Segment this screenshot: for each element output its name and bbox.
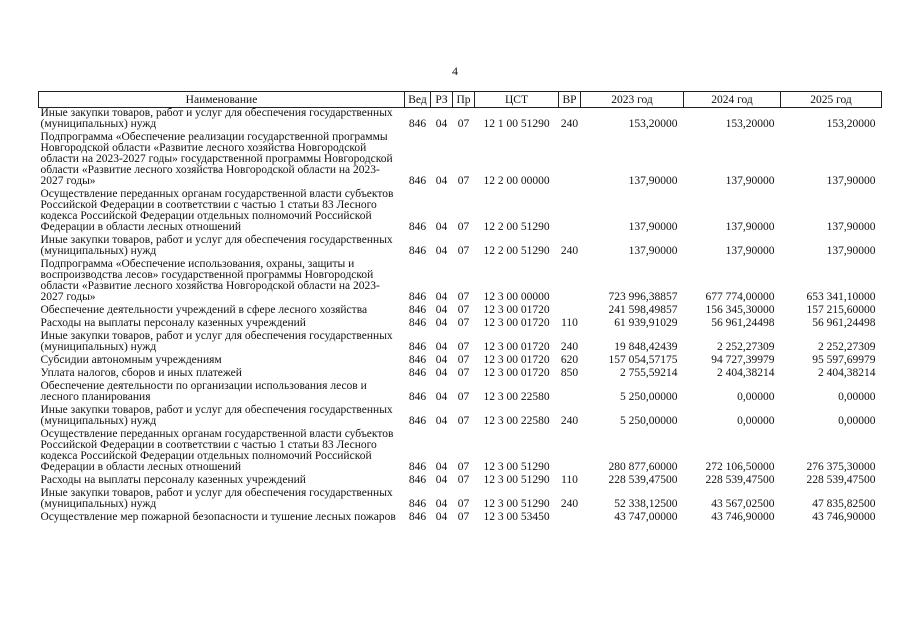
- cell-cst: 12 3 00 22580: [483, 415, 550, 427]
- cell-2023: 5 250,00000: [620, 391, 678, 403]
- cell-rz: 04: [435, 354, 448, 366]
- cell-2025: 56 961,24498: [812, 317, 876, 329]
- cell-vr: [559, 429, 581, 475]
- cell-vr: 620: [560, 354, 579, 366]
- cell-pr: 07: [457, 498, 470, 510]
- cell-rz: 04: [435, 498, 448, 510]
- cell-ved: 846: [408, 474, 427, 486]
- cell-cst: 12 3 00 01720: [483, 304, 550, 316]
- cell-2025: 653 341,10000: [806, 291, 876, 303]
- cell-cst: 12 3 00 51290: [483, 474, 550, 486]
- cell-name: Подпрограмма «Обеспечение реализации государственной программы Новгородской области «Развитие лесного хозяйства Новгородской области на 2023-2027 годы» государственной программы Новгородской области «Развитие лесного хозяйства Новгородской области на 2023-2027 годы»: [40, 131, 393, 187]
- cell-name: Подпрограмма «Обеспечение использования, охраны, защиты и воспроизводства лесов» государственной программы Новгородской области «Развитие лесного хозяйства Новгородской области на 2023-2027 годы»: [40, 258, 380, 303]
- cell-rz: 04: [435, 175, 448, 187]
- cell-rz: 04: [435, 415, 448, 427]
- header-cst: ЦСТ: [475, 92, 559, 108]
- cell-rz: 04: [435, 341, 448, 353]
- cell-pr: 07: [457, 461, 470, 473]
- table-row: [39, 108, 882, 133]
- cell-vr: [559, 259, 581, 305]
- header-name: Наименование: [39, 92, 405, 108]
- cell-2023: 61 939,91029: [614, 317, 678, 329]
- cell-vr: [559, 512, 581, 525]
- cell-2025: 2 404,38214: [818, 367, 876, 379]
- cell-2025: 0,00000: [838, 415, 876, 427]
- cell-2024: 0,00000: [737, 415, 775, 427]
- cell-ved: 846: [408, 391, 427, 403]
- cell-2024: 677 774,00000: [705, 291, 775, 303]
- cell-2023: 2 755,59214: [620, 367, 678, 379]
- cell-cst: 12 3 00 01720: [483, 367, 550, 379]
- cell-2023: 157 054,57175: [608, 354, 678, 366]
- cell-ved: 846: [408, 291, 427, 303]
- cell-cst: 12 3 00 00000: [483, 291, 550, 303]
- cell-ved: 846: [408, 354, 427, 366]
- cell-ved: 846: [408, 175, 427, 187]
- cell-ved: 846: [408, 498, 427, 510]
- cell-2025: 137,90000: [826, 221, 876, 233]
- cell-2024: 156 345,30000: [705, 304, 775, 316]
- cell-2024: 2 252,27309: [717, 341, 775, 353]
- cell-ved: 846: [408, 304, 427, 316]
- cell-rz: 04: [435, 461, 448, 473]
- cell-name: Иные закупки товаров, работ и услуг для обеспечения государственных (муниципальных) нужд: [40, 487, 393, 510]
- cell-name: Субсидии автономным учреждениям: [40, 354, 222, 366]
- table-row: [39, 381, 882, 405]
- cell-2024: 43 567,02500: [711, 498, 775, 510]
- cell-cst: 12 2 00 00000: [483, 175, 550, 187]
- cell-2023: 241 598,49857: [608, 304, 678, 316]
- cell-2025: 276 375,30000: [806, 461, 876, 473]
- cell-name: Обеспечение деятельности по организации использования лесов и лесного планирования: [40, 380, 367, 403]
- cell-ved: 846: [408, 415, 427, 427]
- table-row: [39, 259, 882, 305]
- cell-pr: 07: [457, 175, 470, 187]
- cell-2025: 43 746,90000: [812, 511, 876, 523]
- cell-pr: 07: [457, 474, 470, 486]
- cell-rz: 04: [435, 221, 448, 233]
- cell-2024: 56 961,24498: [711, 317, 775, 329]
- cell-cst: 12 3 00 51290: [483, 498, 550, 510]
- cell-2024: 0,00000: [737, 391, 775, 403]
- cell-rz: 04: [435, 317, 448, 329]
- cell-vr: 240: [560, 341, 579, 353]
- cell-vr: 240: [560, 245, 579, 257]
- header-rz: РЗ: [431, 92, 453, 108]
- header-vr: ВР: [559, 92, 581, 108]
- header-2024: 2024 год: [684, 92, 781, 108]
- cell-name: Осуществление переданных органам государственной власти субъектов Российской Федерации в соответствии с частью 1 статьи 83 Лесного кодекса Российской Федерации отдельных полномочий Российской Федерации в области лесных отношений: [40, 428, 394, 473]
- cell-name: Иные закупки товаров, работ и услуг для обеспечения государственных (муниципальных) нужд: [40, 404, 393, 427]
- cell-name: Обеспечение деятельности учреждений в сфере лесного хозяйства: [40, 304, 368, 316]
- cell-2023: 52 338,12500: [614, 498, 678, 510]
- cell-2023: 5 250,00000: [620, 415, 678, 427]
- table-row: [39, 512, 882, 525]
- cell-pr: 07: [457, 221, 470, 233]
- cell-pr: 07: [457, 291, 470, 303]
- cell-2025: 137,90000: [826, 245, 876, 257]
- cell-2023: 19 848,42439: [614, 341, 678, 353]
- cell-name: Осуществление переданных органам государственной власти субъектов Российской Федерации в соответствии с частью 1 статьи 83 Лесного кодекса Российской Федерации отдельных полномочий Российской Федерации в области лесных отношений: [40, 188, 394, 233]
- cell-2023: 228 539,47500: [608, 474, 678, 486]
- cell-2025: 47 835,82500: [812, 498, 876, 510]
- cell-2025: 153,20000: [826, 118, 876, 130]
- cell-name: Иные закупки товаров, работ и услуг для обеспечения государственных (муниципальных) нужд: [40, 107, 393, 130]
- cell-ved: 846: [408, 245, 427, 257]
- cell-vr: 850: [560, 367, 579, 379]
- cell-pr: 07: [457, 245, 470, 257]
- cell-name: Расходы на выплаты персоналу казенных учреждений: [40, 474, 306, 486]
- cell-2024: 43 746,90000: [711, 511, 775, 523]
- cell-2025: 137,90000: [826, 175, 876, 187]
- cell-2025: 2 252,27309: [818, 341, 876, 353]
- cell-name: Иные закупки товаров, работ и услуг для обеспечения государственных (муниципальных) нужд: [40, 330, 393, 353]
- table-row: [39, 189, 882, 235]
- table-row: [39, 429, 882, 475]
- cell-cst: 12 3 00 51290: [483, 461, 550, 473]
- cell-cst: 12 2 00 51290: [483, 245, 550, 257]
- cell-name: Осуществление мер пожарной безопасности и тушение лесных пожаров: [40, 511, 396, 523]
- header-ved: Вед: [405, 92, 431, 108]
- cell-cst: 12 3 00 01720: [483, 354, 550, 366]
- cell-ved: 846: [408, 221, 427, 233]
- cell-cst: 12 1 00 51290: [483, 118, 550, 130]
- cell-vr: 110: [561, 317, 578, 329]
- cell-ved: 846: [408, 367, 427, 379]
- cell-rz: 04: [435, 304, 448, 316]
- table-header: [39, 92, 882, 108]
- cell-pr: 07: [457, 367, 470, 379]
- cell-2025: 157 215,60000: [806, 304, 876, 316]
- cell-ved: 846: [408, 341, 427, 353]
- cell-2023: 723 996,38857: [608, 291, 678, 303]
- cell-rz: 04: [435, 367, 448, 379]
- cell-cst: 12 3 00 22580: [483, 391, 550, 403]
- cell-cst: 12 2 00 51290: [483, 221, 550, 233]
- cell-rz: 04: [435, 511, 448, 523]
- cell-2023: 153,20000: [628, 118, 678, 130]
- cell-vr: 240: [560, 118, 579, 130]
- cell-pr: 07: [457, 511, 470, 523]
- header-2023: 2023 год: [581, 92, 684, 108]
- cell-vr: 240: [560, 415, 579, 427]
- cell-rz: 04: [435, 391, 448, 403]
- cell-2024: 2 404,38214: [717, 367, 775, 379]
- cell-2024: 153,20000: [725, 118, 775, 130]
- cell-pr: 07: [457, 118, 470, 130]
- cell-vr: [559, 132, 581, 189]
- cell-2023: 137,90000: [628, 175, 678, 187]
- cell-2024: 272 106,50000: [705, 461, 775, 473]
- cell-2023: 43 747,00000: [614, 511, 678, 523]
- cell-cst: 12 3 00 53450: [483, 511, 550, 523]
- budget-table: [38, 91, 882, 525]
- cell-2025: 95 597,69979: [812, 354, 876, 366]
- cell-pr: 07: [457, 304, 470, 316]
- cell-ved: 846: [408, 461, 427, 473]
- cell-rz: 04: [435, 245, 448, 257]
- table-row: [39, 235, 882, 259]
- cell-2024: 228 539,47500: [705, 474, 775, 486]
- cell-vr: 240: [560, 498, 579, 510]
- cell-2025: 0,00000: [838, 391, 876, 403]
- table-row: [39, 488, 882, 512]
- cell-pr: 07: [457, 415, 470, 427]
- cell-vr: 110: [561, 474, 578, 486]
- cell-cst: 12 3 00 01720: [483, 341, 550, 353]
- cell-pr: 07: [457, 341, 470, 353]
- header-pr: Пр: [453, 92, 475, 108]
- cell-ved: 846: [408, 511, 427, 523]
- cell-2023: 280 877,60000: [608, 461, 678, 473]
- cell-2024: 137,90000: [725, 221, 775, 233]
- cell-2024: 137,90000: [725, 245, 775, 257]
- cell-cst: 12 3 00 01720: [483, 317, 550, 329]
- cell-pr: 07: [457, 354, 470, 366]
- cell-2024: 137,90000: [725, 175, 775, 187]
- cell-pr: 07: [457, 391, 470, 403]
- cell-rz: 04: [435, 291, 448, 303]
- cell-name: Уплата налогов, сборов и иных платежей: [40, 367, 242, 379]
- cell-ved: 846: [408, 118, 427, 130]
- cell-pr: 07: [457, 317, 470, 329]
- cell-name: Расходы на выплаты персоналу казенных учреждений: [40, 317, 306, 329]
- table-row: [39, 132, 882, 189]
- cell-rz: 04: [435, 474, 448, 486]
- cell-name: Иные закупки товаров, работ и услуг для обеспечения государственных (муниципальных) нужд: [40, 234, 393, 257]
- cell-vr: [559, 189, 581, 235]
- table-body: [39, 108, 882, 526]
- cell-ved: 846: [408, 317, 427, 329]
- cell-2023: 137,90000: [628, 221, 678, 233]
- page-number: 4: [452, 64, 458, 78]
- table-row: [39, 405, 882, 429]
- cell-2023: 137,90000: [628, 245, 678, 257]
- cell-vr: [559, 381, 581, 405]
- cell-2024: 94 727,39979: [711, 354, 775, 366]
- table-row: [39, 331, 882, 355]
- cell-2025: 228 539,47500: [806, 474, 876, 486]
- header-2025: 2025 год: [781, 92, 882, 108]
- cell-rz: 04: [435, 118, 448, 130]
